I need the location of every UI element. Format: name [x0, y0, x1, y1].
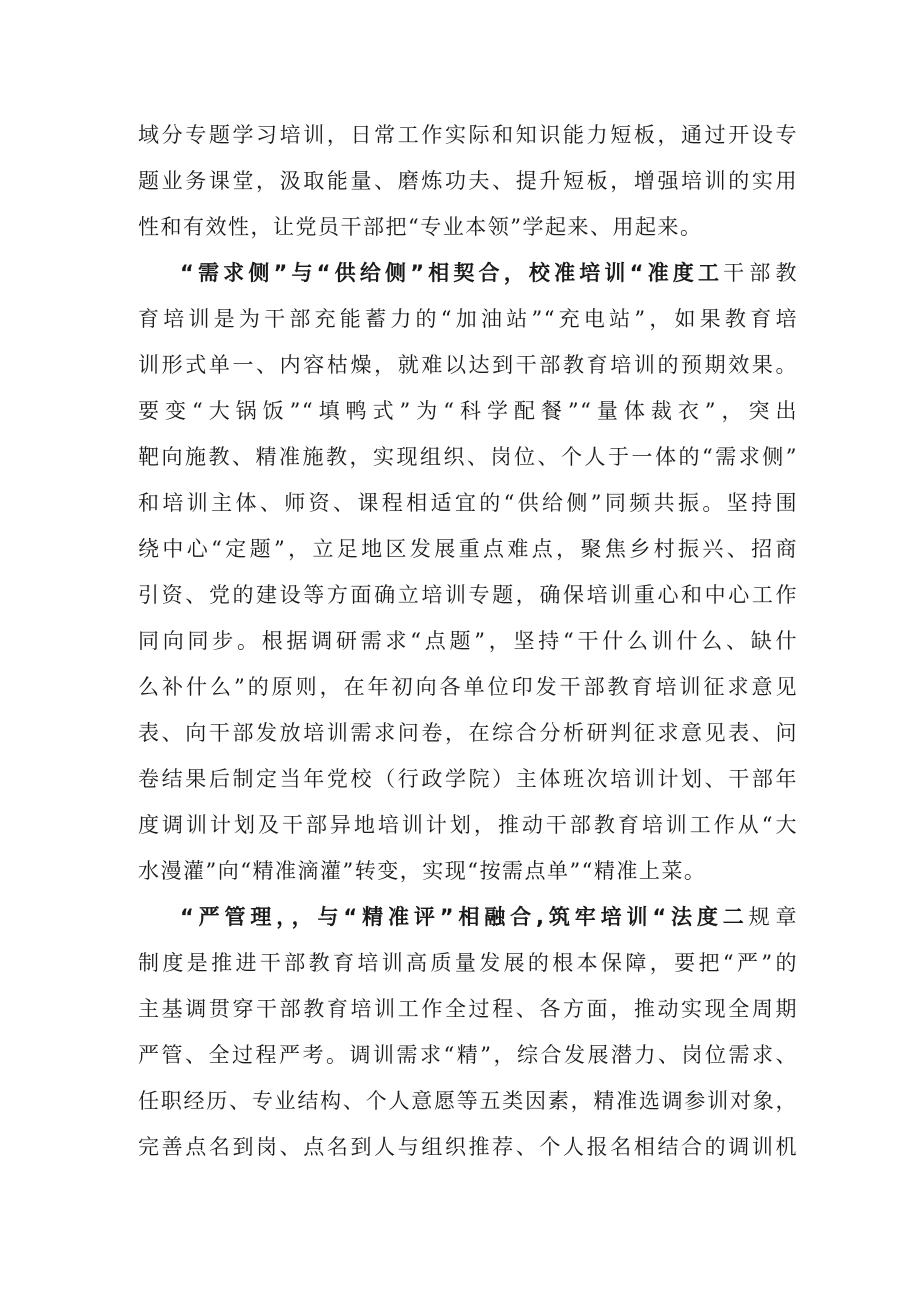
heading-trailing-text: 干部教	[723, 261, 798, 285]
text-line: 同向同步。根据调研需求“点题”，坚持“干什么训什么、缺什	[138, 629, 798, 653]
text-line: 引资、党的建设等方面确立培训专题，确保培训重心和中心工作	[138, 583, 798, 607]
paragraph-first-line	[138, 250, 798, 296]
text-line: 训形式单一、内容枯燥，就难以达到干部教育培训的预期效果。	[138, 353, 798, 377]
text-line: 水漫灌”向“精准滴灌”转变，实现“按需点单”“精准上菜。	[138, 859, 707, 883]
text-line: 靶向施教、精准施教，实现组织、岗位、个人于一体的“需求侧”	[138, 445, 798, 469]
document-body	[138, 112, 798, 1170]
heading-trailing-text: 规章	[748, 905, 798, 929]
text-line: 完善点名到岗、点名到人与组织推荐、个人报名相结合的调训机	[138, 1135, 798, 1159]
section-heading: “严管理，，与“精准评”相融合,筑牢培训“法度二	[180, 905, 749, 929]
paragraph-3	[138, 894, 798, 1170]
text-line: 表、向干部发放培训需求问卷，在综合分析研判征求意见表、问	[138, 721, 798, 745]
text-line: 题业务课堂，汲取能量、磨炼功夫、提升短板，增强培训的实用	[138, 169, 798, 193]
text-line: 要变“大锅饭”“填鸭式”为“科学配餐”“量体裁衣”，突出	[138, 399, 798, 423]
section-heading: “需求侧”与“供给侧”相契合，校准培训“准度工	[180, 261, 724, 285]
text-line: 么补什么”的原则，在年初向各单位印发干部教育培训征求意见	[138, 675, 798, 699]
text-line: 性和有效性，让党员干部把“专业本领”学起来、用起来。	[138, 215, 703, 239]
text-line: 和培训主体、师资、课程相适宜的“供给侧”同频共振。坚持围	[138, 491, 798, 515]
text-line: 绕中心“定题”，立足地区发展重点难点，聚焦乡村振兴、招商	[138, 537, 798, 561]
text-line: 任职经历、专业结构、个人意愿等五类因素，精准选调参训对象，	[138, 1089, 798, 1113]
text-line: 主基调贯穿干部教育培训工作全过程、各方面，推动实现全周期	[138, 997, 798, 1021]
text-line: 严管、全过程严考。调训需求“精”，综合发展潜力、岗位需求、	[138, 1043, 798, 1067]
paragraph-1	[138, 112, 798, 250]
text-line: 度调训计划及干部异地培训计划，推动干部教育培训工作从“大	[138, 813, 798, 837]
text-line: 育培训是为干部充能蓄力的“加油站”“充电站”，如果教育培	[138, 307, 798, 331]
text-line: 域分专题学习培训，日常工作实际和知识能力短板，通过开设专	[138, 123, 798, 147]
paragraph-first-line	[138, 894, 798, 940]
paragraph-2	[138, 250, 798, 894]
text-line: 卷结果后制定当年党校（行政学院）主体班次培训计划、干部年	[138, 767, 798, 791]
text-line: 制度是推进干部教育培训高质量发展的根本保障，要把“严”的	[138, 951, 798, 975]
